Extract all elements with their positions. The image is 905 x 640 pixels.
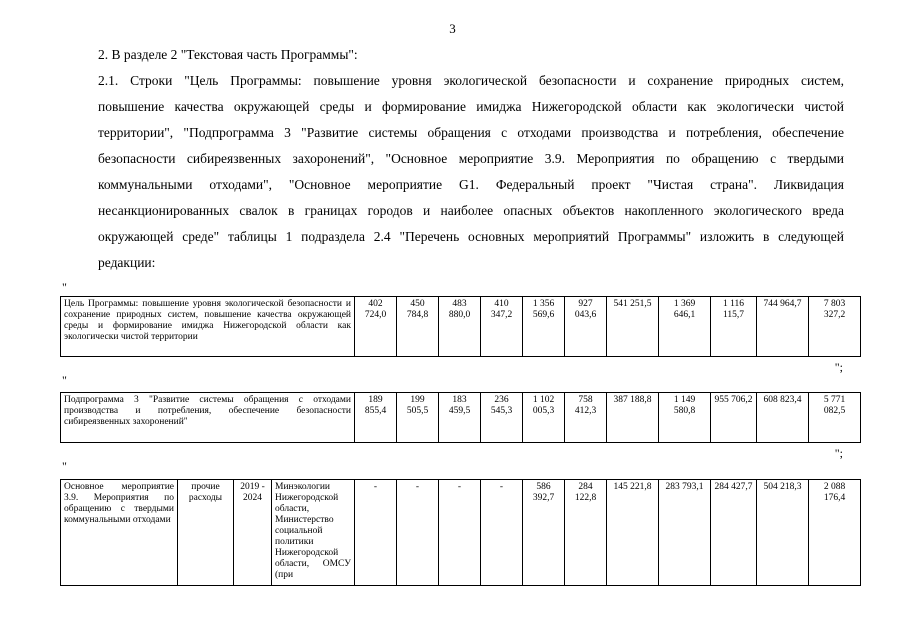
value-cell: - [439,480,481,586]
paragraph-line: окружающей среде" таблицы 1 подраздела 2.4 "Перечень основных мероприятий Программы" изложить в следующей [98,229,844,244]
table-row [61,480,861,586]
open-quote: " [62,373,67,387]
executor-cell: Минэкологии Нижегородской области, Министерство социальной политики Нижегородской области, ОМСУ (при [272,480,355,586]
value-cell: - [481,480,523,586]
page-number: 3 [449,21,456,36]
row-name: Цель Программы: повышение уровня экологической безопасности и сохранение природных систем, повышение качества окружающей среды и формирование имиджа Нижегородской области как экологически чистой территории [61,297,355,357]
value-cell: - [397,480,439,586]
value-cell: 1 116 115,7 [711,297,757,357]
value-cell: 927 043,6 [565,297,607,357]
value-cell: 5 771 082,5 [809,393,861,443]
value-cell: 955 706,2 [711,393,757,443]
value-cell: 387 188,8 [607,393,659,443]
table-measure [60,479,861,586]
paragraph-line: редакции: [98,255,156,270]
value-cell: 284 122,8 [565,480,607,586]
close-quote: "; [834,446,843,460]
value-cell: - [355,480,397,586]
value-cell: 189 855,4 [355,393,397,443]
section-heading: 2. В разделе 2 "Текстовая часть Программы": [98,47,358,62]
table-row [61,393,861,443]
value-cell: 283 793,1 [659,480,711,586]
paragraph-line: коммунальными отходами", "Основное мероприятие G1. Федеральный проект "Чистая страна". Ликвидация [98,177,844,192]
paragraph-line: 2.1. Строки "Цель Программы: повышение уровня экологической безопасности и сохранение природных систем, [98,73,844,88]
value-cell: 1 356 569,6 [523,297,565,357]
value-cell: 410 347,2 [481,297,523,357]
value-cell: 504 218,3 [757,480,809,586]
value-cell: 402 724,0 [355,297,397,357]
value-cell: 2 088 176,4 [809,480,861,586]
paragraph-line: повышение качества окружающей среды и формирование имиджа Нижегородской области как экологически чистой [98,99,844,114]
value-cell: 483 880,0 [439,297,481,357]
open-quote: " [62,280,67,294]
period-cell: 2019 - 2024 [234,480,272,586]
row-name: Подпрограмма 3 "Развитие системы обращения с отходами производства и потребления, обеспечение безопасности сибиреязвенных захоронений" [61,393,355,443]
table-subprogram [60,392,861,443]
value-cell: 199 505,5 [397,393,439,443]
value-cell: 608 823,4 [757,393,809,443]
row-name: Основное мероприятие 3.9. Мероприятия по обращению с твердыми коммунальными отходами [61,480,178,586]
value-cell: 1 149 580,8 [659,393,711,443]
paragraph-line: безопасности сибиреязвенных захоронений", "Основное мероприятие 3.9. Мероприятия по обращению с твердыми [98,151,844,166]
value-cell: 1 369 646,1 [659,297,711,357]
value-cell: 541 251,5 [607,297,659,357]
category-cell: прочие расходы [178,480,234,586]
close-quote: "; [834,360,843,374]
body-paragraph [62,68,844,276]
value-cell: 744 964,7 [757,297,809,357]
value-cell: 7 803 327,2 [809,297,861,357]
open-quote: " [62,459,67,473]
value-cell: 586 392,7 [523,480,565,586]
value-cell: 284 427,7 [711,480,757,586]
value-cell: 450 784,8 [397,297,439,357]
value-cell: 183 459,5 [439,393,481,443]
value-cell: 145 221,8 [607,480,659,586]
paragraph-line: территории", "Подпрограмма 3 "Развитие системы обращения с отходами производства и потребления, обеспечение [98,125,844,140]
paragraph-line: несанкционированных свалок в границах городов и наиболее опасных объектов накопленного экологического вреда [98,203,844,218]
value-cell: 1 102 005,3 [523,393,565,443]
value-cell: 758 412,3 [565,393,607,443]
value-cell: 236 545,3 [481,393,523,443]
table-row [61,297,861,357]
table-goal [60,296,861,357]
